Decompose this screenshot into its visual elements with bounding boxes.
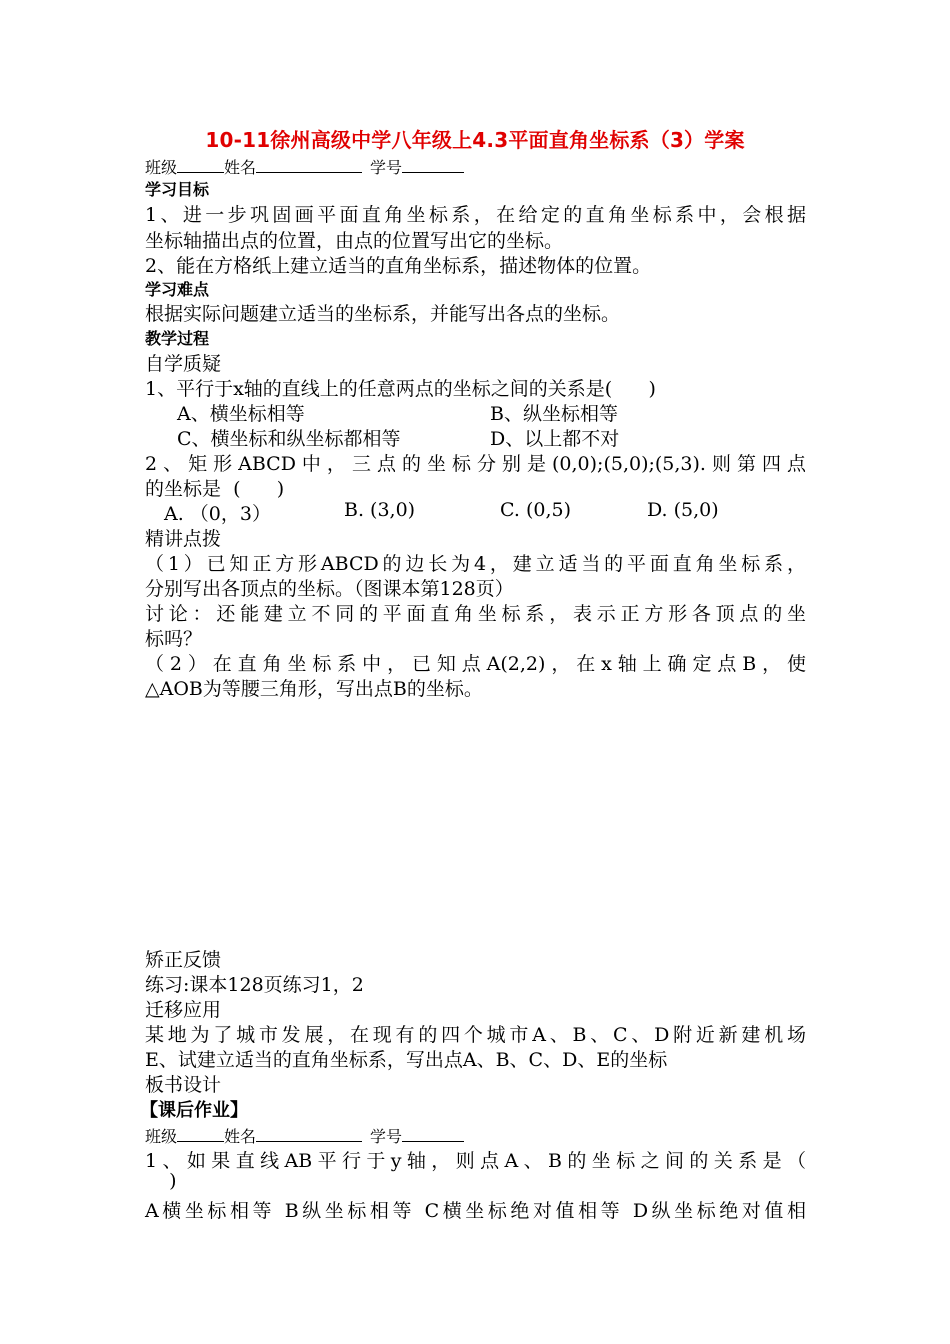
difficulty-text: 根据实际问题建立适当的坐标系，并能写出各点的坐标。: [145, 303, 621, 325]
homework-id-blank: [402, 1125, 464, 1142]
name-label: 姓名: [224, 158, 257, 177]
goals-heading: 学习目标: [145, 180, 210, 199]
q2-line-1: 2、矩形ABCD中，三点的坐标分别是(0,0);(5,0);(5,3).则第四点: [145, 453, 806, 475]
homework-class-blank: [177, 1125, 224, 1142]
class-label: 班级: [145, 158, 178, 177]
discussion-line-2: 标吗？: [145, 628, 203, 650]
feedback-heading: 矫正反馈: [145, 949, 222, 971]
homework-student-info-row: [145, 1124, 464, 1147]
page-title: 10-11徐州高级中学八年级上4.3平面直角坐标系（3）学案: [205, 128, 745, 152]
id-blank: [402, 156, 464, 173]
q2-line-2: 的坐标是 ( ): [145, 478, 285, 500]
homework-id-label: 学号: [370, 1127, 403, 1146]
id-label: 学号: [370, 158, 403, 177]
q1-stem: 1、平行于x轴的直线上的任意两点的坐标之间的关系是( ): [145, 378, 656, 400]
class-blank: [177, 156, 224, 173]
homework-q1-line-1: 1、如果直线AB平行于y轴，则点A、B的坐标之间的关系是（: [145, 1150, 806, 1172]
lecture-heading: 精讲点拨: [145, 528, 222, 550]
self-study-heading: 自学质疑: [145, 353, 222, 375]
difficulty-heading: 学习难点: [145, 280, 210, 299]
transfer-line-1: 某地为了城市发展，在现有的四个城市A、B、C、D附近新建机场: [145, 1024, 806, 1046]
q1-option-d: D、以上都不对: [490, 428, 620, 450]
board-design-heading: 板书设计: [145, 1074, 222, 1096]
homework-name-blank: [256, 1125, 362, 1142]
homework-name-label: 姓名: [224, 1127, 257, 1146]
transfer-line-2: E、试建立适当的直角坐标系，写出点A、B、C、D、E的坐标: [145, 1049, 668, 1071]
lecture-p1-line-2: 分别写出各顶点的坐标。（图课本第128页）: [145, 578, 514, 600]
homework-class-label: 班级: [145, 1127, 178, 1146]
feedback-text: 练习:课本128页练习1，2: [145, 974, 364, 996]
lecture-p2-line-1: （2）在直角坐标系中，已知点A(2,2)，在x轴上确定点B，使: [145, 653, 806, 675]
goals-line-2: 坐标轴描出点的位置，由点的位置写出它的坐标。: [145, 230, 564, 252]
goals-line-1: 1、进一步巩固画平面直角坐标系，在给定的直角坐标系中，会根据: [145, 204, 806, 226]
homework-q1-line-2: ): [145, 1170, 177, 1192]
lecture-p1-line-1: （1）已知正方形ABCD的边长为4，建立适当的平面直角坐标系，: [145, 553, 806, 575]
q1-option-c: C、横坐标和纵坐标都相等: [177, 428, 401, 450]
goals-line-3: 2、能在方格纸上建立适当的直角坐标系，描述物体的位置。: [145, 255, 652, 277]
process-heading: 教学过程: [145, 329, 210, 348]
q2-option-c: C. (0,5): [500, 499, 571, 521]
student-info-row: [145, 155, 464, 178]
q2-option-b: B. (3,0): [344, 499, 416, 521]
name-blank: [256, 156, 362, 173]
q2-option-a: A. （0，3）: [164, 503, 271, 525]
lecture-p2-line-2: △AOB为等腰三角形，写出点B的坐标。: [145, 678, 483, 700]
discussion-line-1: 讨论：还能建立不同的平面直角坐标系，表示正方形各顶点的坐: [145, 603, 806, 625]
q2-option-d: D. (5,0): [647, 499, 719, 521]
q1-option-a: A、横坐标相等: [177, 403, 305, 425]
homework-q1-options: A横坐标相等 B纵坐标相等 C横坐标绝对值相等 D纵坐标绝对值相: [145, 1200, 806, 1222]
homework-heading: 【课后作业】: [140, 1100, 248, 1121]
transfer-heading: 迁移应用: [145, 999, 222, 1021]
q1-option-b: B、纵坐标相等: [490, 403, 618, 425]
